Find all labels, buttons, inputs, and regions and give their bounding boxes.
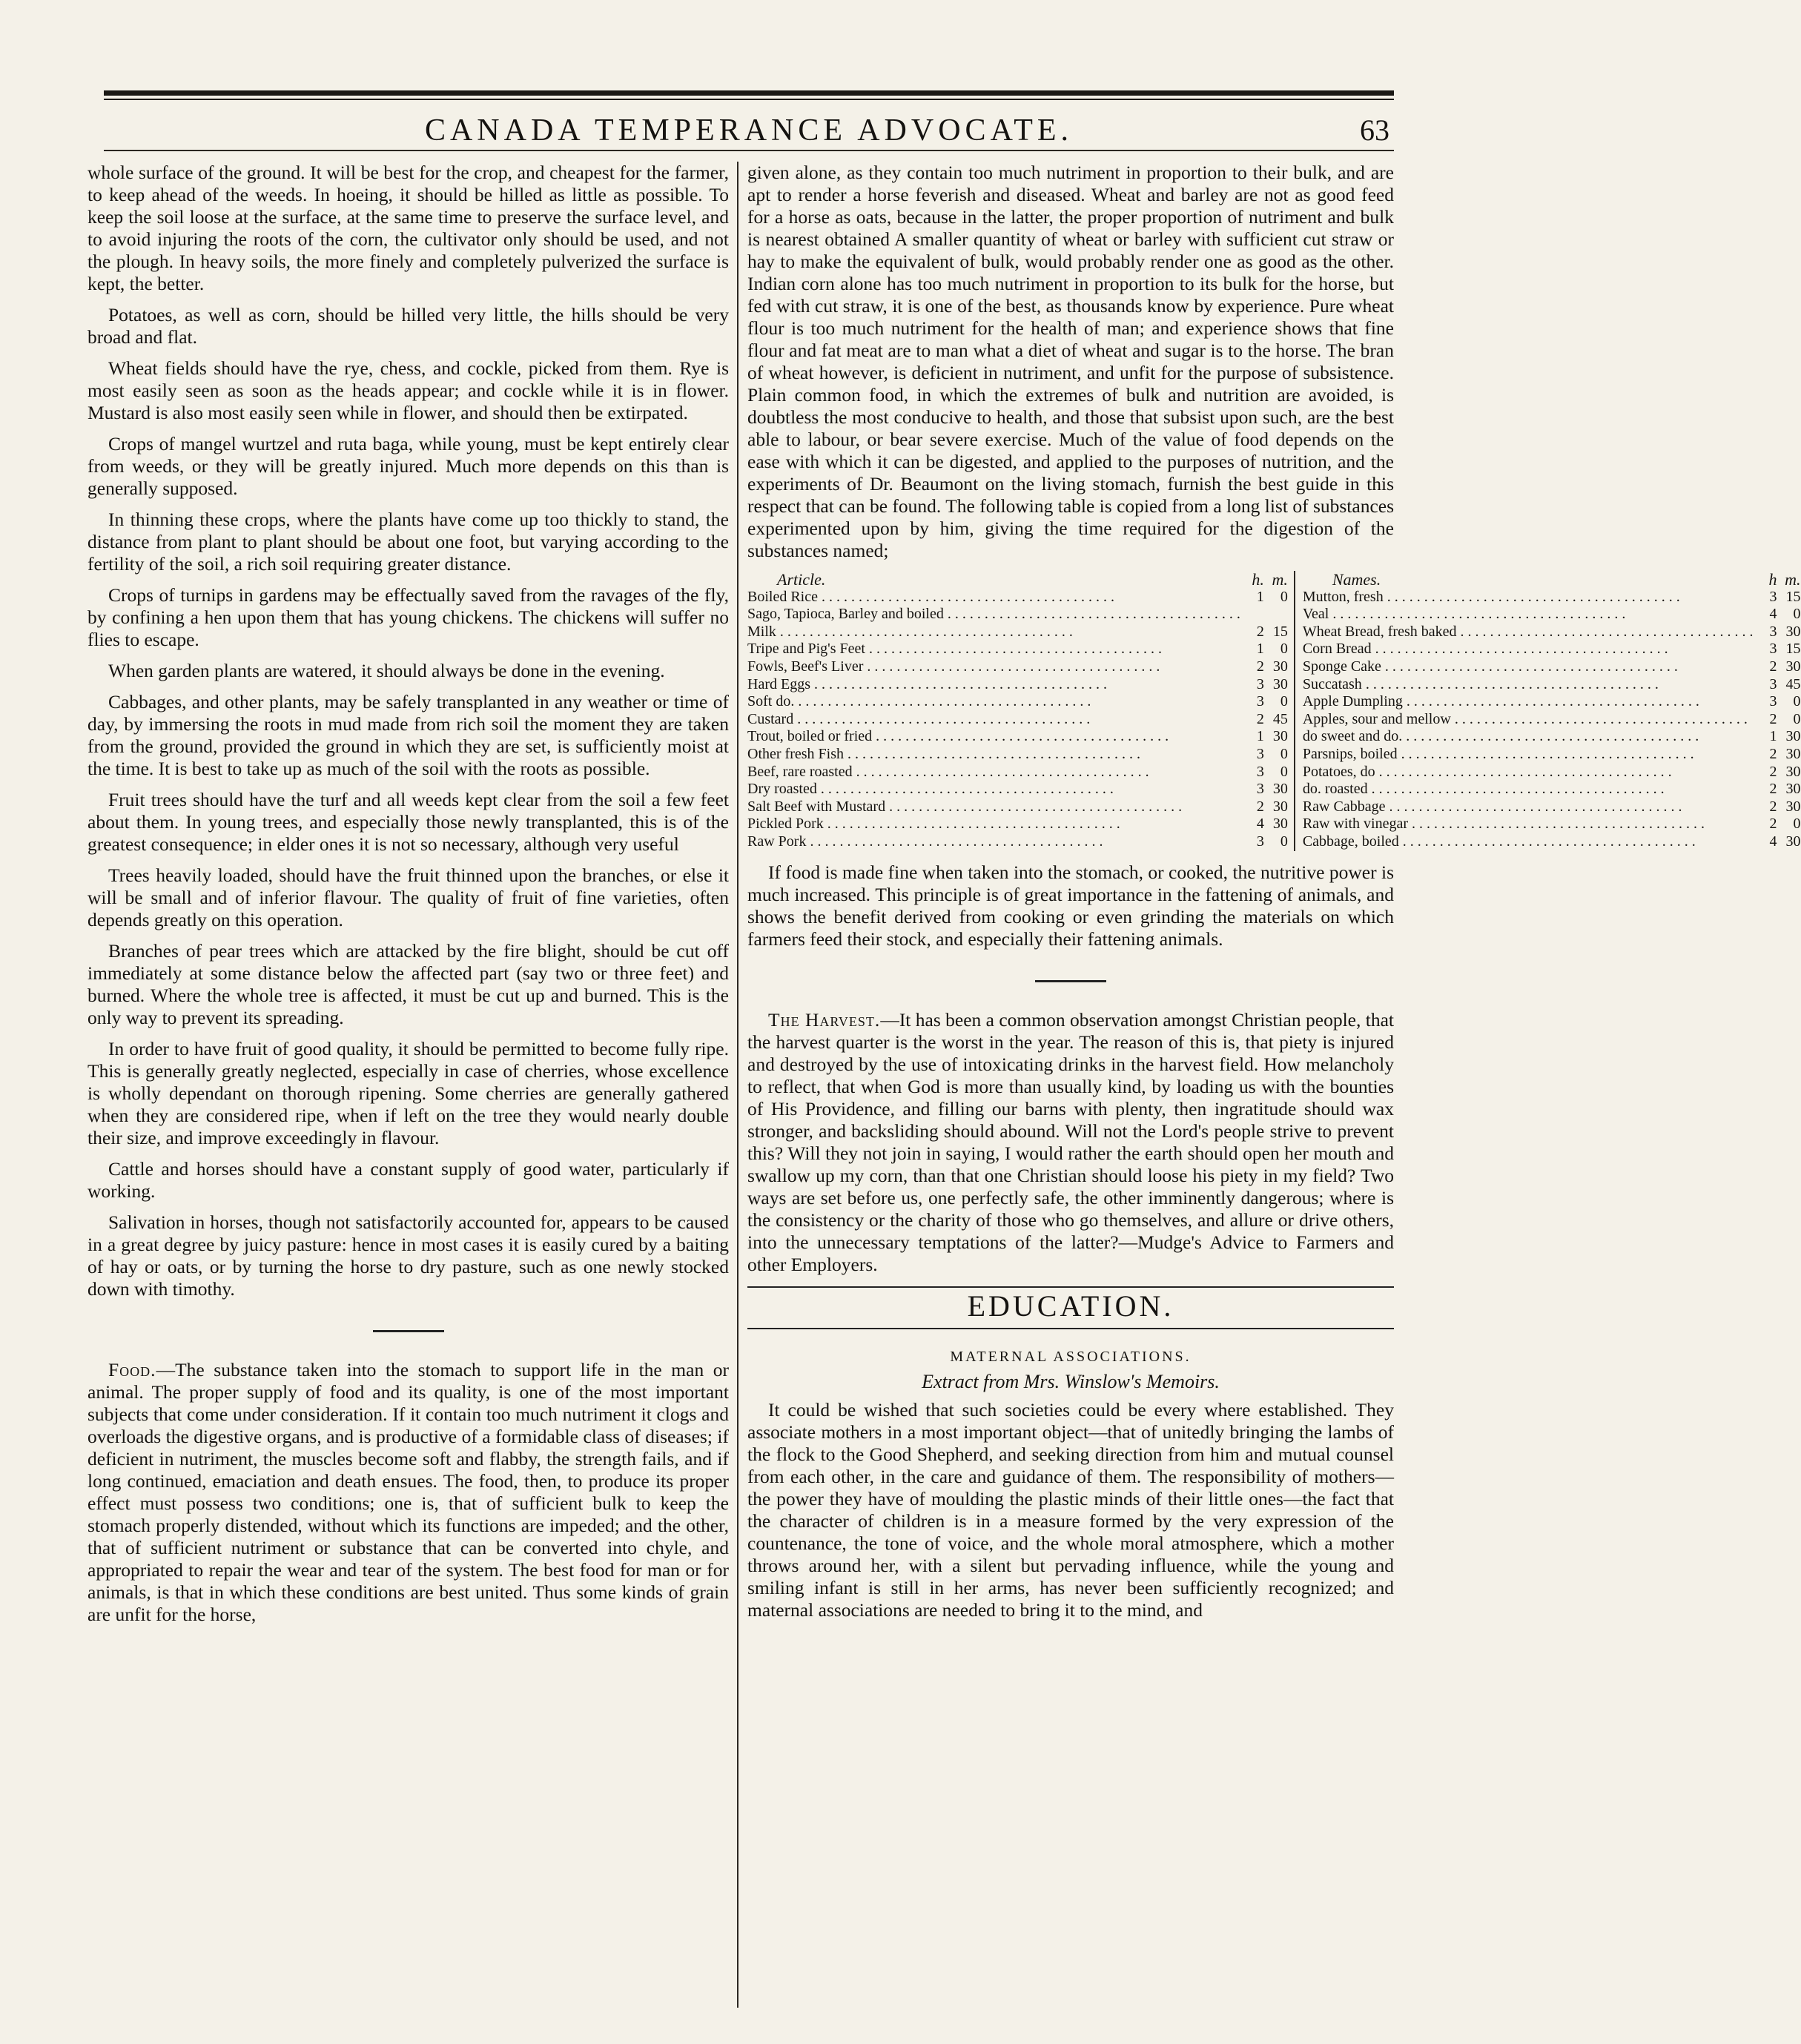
row-hours: 3 (1769, 641, 1777, 658)
section-separator (373, 1330, 444, 1332)
row-hours: 2 (1256, 798, 1264, 815)
section-title-education: EDUCATION. (967, 1289, 1174, 1323)
row-name: Sponge Cake . . . (1303, 658, 1754, 676)
row-hours: 1 (1256, 641, 1264, 658)
row-hours: 3 (1256, 833, 1264, 850)
row-name: Veal . . . (1303, 606, 1754, 624)
table-left-half (747, 571, 1294, 851)
section-rule (747, 1328, 1394, 1329)
header-rule (104, 150, 1394, 151)
row-minutes: 30 (1272, 658, 1288, 675)
row-hours: 2 (1769, 745, 1777, 762)
row-hours: 3 (1256, 693, 1264, 710)
paragraph: given alone, as they contain too much nutriment in proportion to their bulk, and are apt to render a horse feverish and diseased. Wheat and barley are not as good feed for a horse as oats, because in the latter, the proper proportion of nutriment and bulk is nearest obtained A smaller quantity of wheat or barley with sufficient cut straw or hay to make the equivalent of bulk, would probably render one as good as the other. Indian corn alone has too much nutriment in proportion to its bulk for the horse, but fed with cut straw, it is one of the best, as thousands know by experience. Pure wheat flour is too much nutriment for the health of man; and experience shows that fine flour and fat meat are to man what a diet of wheat and sugar is to the horse. The bran of wheat however, is deficient in nutriment, and unfit for the purpose of subsistence. Plain common food, in which the extremes of bulk and nutrition are avoided, is doubtless the most conducive to health, and those that subsist upon such, are the best able to labour, or bear severe exercise. Much of the value of food depends on the ease with which it can be digested, and applied to the purposes of nutrition, and the experiments of Dr. Beaumont on the living stomach, furnish the best guide in this respect that can be found. The following table is copied from a long list of substances experimented upon by him, giving the time required for the digestion of the substances named; (747, 162, 1394, 561)
right-column (747, 162, 1801, 1630)
row-minutes: 30 (1785, 833, 1801, 850)
table-row (747, 711, 1288, 729)
paragraph: Cabbages, and other plants, may be safely transplanted in any weather or time of day, by immersing the roots in mud made from rich soil the moment they are taken from the ground, provided the ground in which they are set, is sufficiently moist at the time. It is best to take up as much of the soil with the roots as possible. (87, 691, 729, 779)
row-name: do sweet and do. . . . (1303, 728, 1754, 746)
table-right-half (1294, 571, 1801, 851)
table-rows-right (1303, 589, 1801, 851)
row-hours (1240, 606, 1264, 624)
row-hours: 4 (1256, 816, 1264, 833)
top-rule-thick (104, 90, 1394, 96)
row-name: Hard Eggs . . . (747, 676, 1240, 694)
row-minutes: 30 (1785, 623, 1801, 640)
extract-line: Extract from Mrs. Winslow's Memoirs. (922, 1370, 1220, 1392)
subheading: MATERNAL ASSOCIATIONS. (950, 1348, 1192, 1365)
row-minutes: 30 (1785, 658, 1801, 675)
paragraph: If food is made fine when taken into the stomach, or cooked, the nutritive power is much increased. This principle is of great importance in the fattening of animals, and shows the benefit derived from cooking or even grinding the materials on which farmers feed their stock, and especially their fattening animals. (747, 861, 1394, 950)
table-row (1303, 728, 1801, 746)
row-minutes: 15 (1785, 588, 1801, 605)
paragraph: It could be wished that such societies could be every where established. They associate mothers in a most important object—that of unitedly bringing the lambs of the flock to the Good Shepherd, and seeking direction from him and mutual counsel from each other, in the care and guidance of them. The responsibility of mothers—the power they have of moulding the plastic minds of their little ones—the fact that the character of children is in a measure formed by the very expression of the countenance, the tone of voice, and the whole moral atmosphere, which a mother throws around her, with a silent but pervading influence, while the young and smiling infant is still in her arms, has never been sufficiently recognized; and maternal associations are needed to bring it to the mind, and (747, 1398, 1394, 1621)
row-name: Succatash . . . (1303, 676, 1754, 694)
table-row (747, 781, 1288, 798)
table-row (1303, 746, 1801, 764)
food-article (87, 1359, 729, 1626)
header-hours: h (1768, 570, 1777, 589)
paragraph: When garden plants are watered, it should always be done in the evening. (108, 660, 665, 681)
section-separator (1035, 980, 1106, 982)
row-minutes: 30 (1272, 675, 1288, 692)
row-hours: 2 (1769, 816, 1777, 833)
row-hours: 3 (1256, 763, 1264, 780)
table-row (747, 693, 1288, 711)
row-minutes: 0 (1793, 816, 1801, 833)
row-name: Apple Dumpling . . . (1303, 693, 1754, 711)
row-hours: 2 (1769, 798, 1777, 815)
row-name: Raw Cabbage . . . (1303, 798, 1754, 816)
row-minutes: 30 (1272, 728, 1288, 745)
row-name: Other fresh Fish . . . (747, 746, 1240, 764)
row-name: Mutton, fresh . . . (1303, 589, 1754, 606)
row-minutes: 0 (1280, 763, 1288, 780)
row-minutes: 0 (1793, 710, 1801, 727)
row-name: Soft do. . . . (747, 693, 1240, 711)
row-name: Salt Beef with Mustard . . . (747, 798, 1240, 816)
row-name: Custard . . . (747, 711, 1240, 729)
row-minutes: 30 (1785, 781, 1801, 798)
table-row (747, 816, 1288, 833)
row-minutes: 30 (1785, 763, 1801, 780)
row-name: Boiled Rice . . . (747, 589, 1240, 606)
row-minutes: 0 (1793, 693, 1801, 710)
row-minutes: 0 (1280, 641, 1288, 658)
row-hours: 3 (1769, 588, 1777, 605)
page-number: 63 (1360, 113, 1389, 147)
paragraph: Salivation in horses, though not satisfactorily accounted for, appears to be caused in a great degree by juicy pasture: hence in most cases it is easily cured by a baiting of hay or oats, or by turning the horse to dry pasture, such as one newly stocked down with timothy. (87, 1211, 729, 1300)
row-name: Milk . . . (747, 624, 1240, 641)
left-column (87, 162, 729, 1635)
food-lead: Food. (108, 1359, 156, 1380)
table-row (1303, 658, 1801, 676)
row-minutes: 0 (1280, 693, 1288, 710)
header-hours: h. (1252, 570, 1264, 589)
column-divider (737, 162, 738, 2008)
table-row (1303, 816, 1801, 833)
row-name: Fowls, Beef's Liver . . . (747, 658, 1240, 676)
row-hours: 2 (1256, 658, 1264, 675)
row-minutes: 30 (1272, 816, 1288, 833)
row-hours: 4 (1769, 606, 1777, 623)
row-name: Trout, boiled or fried . . . (747, 728, 1240, 746)
harvest-text: —It has been a common observation amongst Christian people, that the harvest quarter is the worst in the year. The reason of this is, that piety is injured and destroyed by the use of intoxicating drinks in the harvest field. How melancholy to reflect, that when God is more than usually kind, by loading us with the bounties of His Providence, and filling our barns with plenty, then ingratitude should wax stronger, and backsliding should abound. Will not the Lord's people strive to prevent this? Will they not join in saying, I would rather the earth should open her mouth and swallow up my corn, than that one Christian should loose his piety in my field? Two ways are set before us, one perfectly safe, the other imminently dangerous; where is the consistency or the charity of those who go themselves, and allure or drive others, into the unnecessary temptations of the latter?—Mudge's Advice to Farmers and other Employers. (747, 1008, 1394, 1275)
table-row (747, 676, 1288, 694)
row-minutes (1264, 606, 1288, 624)
table-row (1303, 606, 1801, 624)
paragraph: Trees heavily loaded, should have the fruit thinned upon the branches, or else it will be small and of inferior flavour. The quality of fruit of fine varieties, often depends greatly on this operation. (87, 864, 729, 930)
table-row (747, 728, 1288, 746)
header-minutes: m. (1785, 570, 1801, 589)
row-name: Dry roasted . . . (747, 781, 1240, 798)
food-text: —The substance taken into the stomach to support life in the man or animal. The proper supply of food and its quality, is one of the most important subjects that come under consideration. If it contain too much nutriment it clogs and overloads the digestive organs, and is productive of a formidable class of diseases; if deficient in nutriment, the muscles become soft and flabby, the strength fails, and if long continued, emaciation and death ensues. The food, then, to produce its proper effect must possess two conditions; one is, that of sufficient bulk to keep the stomach properly distended, without which its functions are impeded; and the other, that of sufficient nutriment or substance that can be converted into chyle, and appropriated to repair the wear and tear of the system. The best food for man or for animals, is that in which these conditions are best united. Thus some kinds of grain are unfit for the horse, (87, 1359, 729, 1625)
row-name: Raw with vinegar . . . (1303, 816, 1754, 833)
paragraph: Fruit trees should have the turf and all weeds kept clear from the soil a few feet about them. In young trees, and especially those newly transplanted, this is of the greatest consequence; in elder ones it is not so necessary, although very useful (87, 789, 729, 855)
row-minutes: 45 (1785, 675, 1801, 692)
row-hours: 2 (1769, 781, 1777, 798)
row-hours: 3 (1256, 781, 1264, 798)
row-hours: 4 (1769, 833, 1777, 850)
row-minutes: 30 (1785, 798, 1801, 815)
table-header (1303, 571, 1801, 589)
table-row (1303, 833, 1801, 851)
row-name: Beef, rare roasted . . . (747, 764, 1240, 781)
row-minutes: 0 (1280, 588, 1288, 605)
table-row (1303, 676, 1801, 694)
row-hours: 3 (1769, 623, 1777, 640)
row-hours: 1 (1769, 728, 1777, 745)
harvest-lead: The Harvest. (768, 1008, 881, 1031)
section-rule (747, 1286, 1394, 1288)
table-row (747, 658, 1288, 676)
harvest-article (747, 1009, 1394, 1276)
row-minutes: 30 (1272, 798, 1288, 815)
table-row (747, 798, 1288, 816)
table-row (1303, 711, 1801, 729)
header-article: Article. (777, 570, 826, 589)
row-name: Parsnips, boiled . . . (1303, 746, 1754, 764)
row-hours: 1 (1256, 728, 1264, 745)
row-minutes: 15 (1272, 623, 1288, 640)
table-row (1303, 641, 1801, 658)
row-hours: 2 (1256, 710, 1264, 727)
table-row (1303, 624, 1801, 641)
row-hours: 2 (1769, 710, 1777, 727)
paragraph: In order to have fruit of good quality, it should be permitted to become fully ripe. This is generally greatly neglected, especially in case of cherries, whose excellence is wholly dependant on thorough ripening. Some cherries are generally gathered when they are considered ripe, when if left on the tree they would nearly double their size, and improve exceedingly in flavour. (87, 1038, 729, 1148)
table-row (747, 746, 1288, 764)
paragraph: Branches of pear trees which are attacked by the fire blight, should be cut off immediately at some distance below the affected part (say two or three feet) and burned. Where the whole tree is affected, it must be cut up and burned. This is the only way to prevent its spreading. (87, 940, 729, 1028)
paragraph: whole surface of the ground. It will be best for the crop, and cheapest for the farmer, to keep ahead of the weeds. In hoeing, it should be hilled as little as possible. To keep the soil loose at the surface, at the same time to preserve the surface level, and to avoid injuring the roots of the corn, the cultivator only should be used, and not the plough. In heavy soils, the more finely and completely pulverized the surface is kept, the better. (87, 162, 729, 294)
top-rule-thin (104, 99, 1394, 100)
table-row (1303, 589, 1801, 606)
row-minutes: 30 (1785, 728, 1801, 745)
table-row (747, 764, 1288, 781)
row-minutes: 0 (1280, 833, 1288, 850)
row-name: do. roasted . . . (1303, 781, 1754, 798)
row-hours: 3 (1769, 693, 1777, 710)
table-row (1303, 798, 1801, 816)
publication-title: CANADA TEMPERANCE ADVOCATE. (424, 113, 1074, 148)
row-name: Potatoes, do . . . (1303, 764, 1754, 781)
row-name: Pickled Pork . . . (747, 816, 1240, 833)
paragraph: Wheat fields should have the rye, chess, and cockle, picked from them. Rye is most easily seen as soon as the heads appear; and cockle while it is in flower. Mustard is also most easily seen while in flower, and should then be extirpated. (87, 357, 729, 423)
row-minutes: 0 (1793, 606, 1801, 623)
paragraph: In thinning these crops, where the plants have come up too thickly to stand, the distance from plant to plant should be about one foot, but varying according to the fertility of the soil, a rich soil requiring greater distance. (87, 509, 729, 575)
row-hours: 3 (1256, 745, 1264, 762)
row-hours: 2 (1769, 658, 1777, 675)
row-name: Tripe and Pig's Feet . . . (747, 641, 1240, 658)
row-minutes: 0 (1280, 745, 1288, 762)
table-row (747, 606, 1288, 624)
row-name: Cabbage, boiled . . . (1303, 833, 1754, 851)
row-name: Sago, Tapioca, Barley and boiled . . . (747, 606, 1240, 624)
paragraph: Cattle and horses should have a constant supply of good water, particularly if working. (87, 1158, 729, 1202)
table-row (1303, 781, 1801, 798)
table-row (747, 589, 1288, 606)
row-name: Corn Bread . . . (1303, 641, 1754, 658)
table-row (1303, 693, 1801, 711)
header-minutes: m. (1272, 570, 1288, 589)
row-hours: 1 (1256, 588, 1264, 605)
row-minutes: 15 (1785, 641, 1801, 658)
table-rows-left (747, 589, 1288, 851)
table-row (747, 833, 1288, 851)
row-hours: 3 (1256, 675, 1264, 692)
paragraph: Crops of mangel wurtzel and ruta baga, while young, must be kept entirely clear from weeds, or they will be greatly injured. Much more depends on this than is generally supposed. (87, 433, 729, 499)
row-name: Apples, sour and mellow . . . (1303, 711, 1754, 729)
header-names: Names. (1332, 570, 1381, 589)
digestion-table (747, 570, 1801, 851)
row-hours: 2 (1256, 623, 1264, 640)
row-minutes: 30 (1785, 745, 1801, 762)
table-row (747, 624, 1288, 641)
row-name: Wheat Bread, fresh baked . . . (1303, 624, 1754, 641)
row-hours: 3 (1769, 675, 1777, 692)
table-row (1303, 764, 1801, 781)
table-row (747, 641, 1288, 658)
paragraph: Crops of turnips in gardens may be effectually saved from the ravages of the fly, by confining a hen upon them that has young chickens. The chickens will suffer no flies to escape. (87, 584, 729, 650)
row-minutes: 30 (1272, 781, 1288, 798)
row-hours: 2 (1769, 763, 1777, 780)
row-name: Raw Pork . . . (747, 833, 1240, 851)
row-minutes: 45 (1272, 710, 1288, 727)
running-head (104, 113, 1394, 147)
table-header (747, 571, 1288, 589)
paragraph: Potatoes, as well as corn, should be hilled very little, the hills should be very broad and flat. (87, 304, 729, 348)
